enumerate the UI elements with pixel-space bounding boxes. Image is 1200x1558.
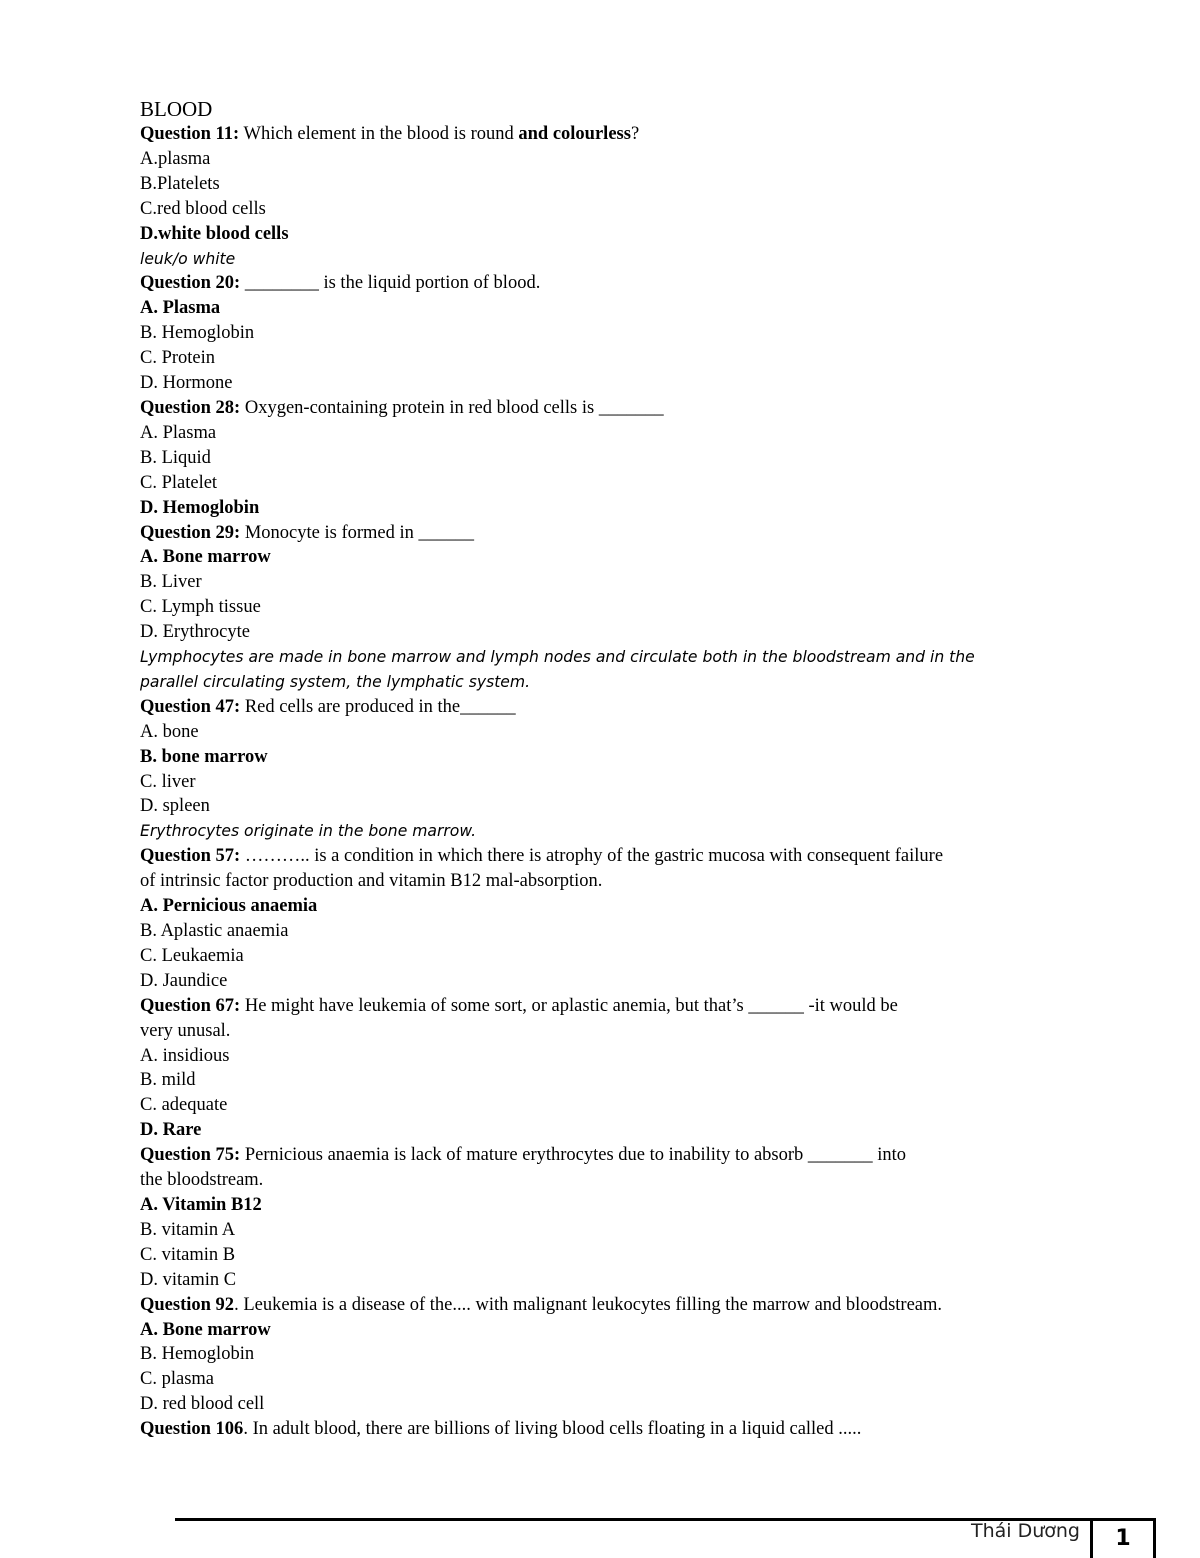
question-92 [140, 1293, 1100, 1318]
option: C. Leukaemia [140, 945, 244, 966]
correct-option: A. Bone marrow [140, 1319, 271, 1340]
question-text: . Leukemia is a disease of the.... with malignant leukocytes filling the marrow and bloodstream. [234, 1294, 943, 1315]
document-title: BLOOD [140, 97, 213, 121]
question-75 [140, 1143, 1100, 1168]
question-text: Monocyte is formed in ______ [240, 522, 475, 543]
option: D. Hormone [140, 373, 233, 394]
page-number: 1 [1115, 1526, 1131, 1551]
page-number-box [1090, 1518, 1156, 1558]
question-label: Question 11: [140, 124, 240, 144]
question-label: Question 92 [140, 1294, 235, 1315]
option: B. vitamin A [140, 1219, 236, 1240]
option: B. Liquid [140, 447, 211, 468]
question-20 [140, 271, 1100, 296]
correct-option: A. Pernicious anaemia [140, 896, 318, 917]
question-47 [140, 695, 1100, 720]
option: D. red blood cell [140, 1394, 265, 1415]
option: C. Protein [140, 348, 216, 369]
explanation-note: Erythrocytes originate in the bone marrow. [140, 822, 477, 841]
option: A.plasma [140, 148, 211, 169]
option: B. mild [140, 1070, 196, 1091]
question-11 [140, 122, 1100, 147]
document-body [140, 97, 1100, 1442]
question-label: Question 57: [140, 846, 241, 867]
correct-option: A. Vitamin B12 [140, 1194, 262, 1215]
question-text-end: ? [630, 124, 640, 144]
option: C. adequate [140, 1095, 228, 1116]
question-text: ________ is the liquid portion of blood. [240, 273, 541, 294]
option: C. plasma [140, 1369, 214, 1390]
correct-option: D.white blood cells [140, 223, 289, 244]
explanation-note: leuk/o white [140, 249, 236, 268]
question-label: Question 28: [140, 397, 241, 418]
option: D. Jaundice [140, 970, 228, 991]
option: B. Hemoglobin [140, 1344, 255, 1365]
question-106 [140, 1417, 1100, 1442]
question-text: ……….. is a condition in which there is atrophy of the gastric mucosa with consequent failure [240, 846, 944, 867]
explanation-note-continued: parallel circulating system, the lymphatic system. [140, 672, 531, 691]
question-29 [140, 521, 1100, 546]
option: B. Liver [140, 572, 202, 593]
question-text-continued: the bloodstream. [140, 1170, 264, 1191]
option: C.red blood cells [140, 198, 266, 219]
option: C. Lymph tissue [140, 597, 261, 618]
option: D. vitamin C [140, 1269, 237, 1290]
question-text-continued: very unusal. [140, 1020, 231, 1041]
explanation-note: Lymphocytes are made in bone marrow and lymph nodes and circulate both in the bloodstream and in the [140, 648, 975, 667]
question-text-bold: and colourless [518, 124, 631, 144]
option: B. Aplastic anaemia [140, 921, 289, 941]
question-label: Question 106 [140, 1419, 244, 1440]
question-28 [140, 396, 1100, 421]
option: A. bone [140, 721, 199, 742]
question-57 [140, 844, 1100, 869]
question-text-continued: of intrinsic factor production and vitamin B12 mal-absorption. [140, 871, 603, 892]
option: C. vitamin B [140, 1244, 236, 1265]
question-label: Question 75: [140, 1145, 241, 1166]
option: C. liver [140, 771, 196, 792]
option: D. spleen [140, 796, 210, 817]
correct-option: A. Plasma [140, 298, 221, 319]
question-text: Which element in the blood is round [239, 124, 519, 144]
question-67 [140, 994, 1100, 1019]
question-text: . In adult blood, there are billions of living blood cells floating in a liquid called ..... [243, 1419, 862, 1440]
option: B.Platelets [140, 173, 220, 194]
option: D. Erythrocyte [140, 622, 250, 643]
correct-option: D. Hemoglobin [140, 497, 260, 518]
option: B. Hemoglobin [140, 323, 255, 344]
question-label: Question 47: [140, 696, 241, 717]
correct-option: A. Bone marrow [140, 547, 271, 568]
question-label: Question 20: [140, 273, 241, 294]
correct-option: B. bone marrow [140, 746, 268, 767]
question-text: Pernicious anaemia is lack of mature erythrocytes due to inability to absorb _______ into [240, 1145, 907, 1166]
question-label: Question 29: [140, 522, 241, 543]
question-text: Oxygen-containing protein in red blood cells is _______ [240, 397, 664, 418]
correct-option: D. Rare [140, 1120, 202, 1141]
option: A. insidious [140, 1045, 230, 1066]
option: C. Platelet [140, 472, 218, 493]
option: A. Plasma [140, 422, 217, 443]
question-text: Red cells are produced in the______ [240, 696, 516, 717]
question-text: He might have leukemia of some sort, or aplastic anemia, but that’s ______ -it would be [240, 995, 898, 1016]
footer-author: Thái Dương [970, 1520, 1080, 1542]
question-label: Question 67: [140, 995, 241, 1016]
